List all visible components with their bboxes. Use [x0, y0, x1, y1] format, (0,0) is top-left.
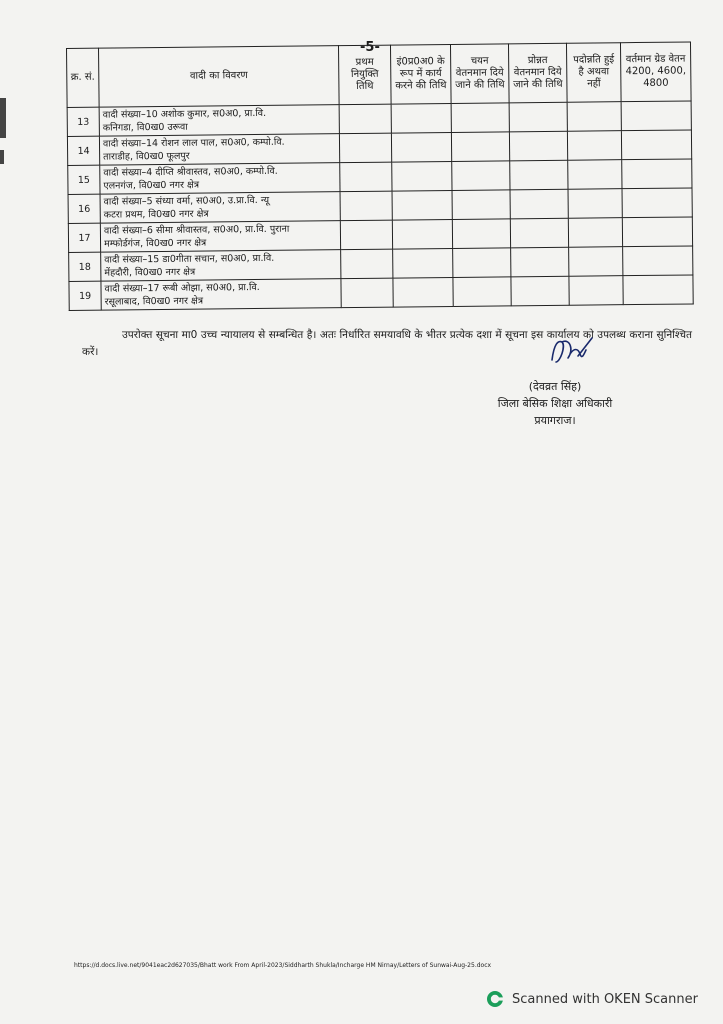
row-description	[100, 221, 340, 253]
row-sn: 15	[68, 165, 100, 194]
table-header-row	[67, 42, 692, 108]
row-sn: 19	[69, 281, 101, 310]
empty-cell	[568, 189, 622, 219]
officer-block	[480, 378, 630, 429]
row-description	[99, 105, 339, 137]
empty-cell	[511, 247, 569, 277]
empty-cell	[510, 189, 568, 219]
empty-cell	[511, 276, 569, 306]
empty-cell	[340, 220, 392, 250]
header-plaintiff: वादी का विवरण	[99, 46, 340, 108]
row-line2: मेंहदौरी, वि0ख0 नगर क्षेत्र	[104, 266, 196, 279]
header-first-appointment: प्रथम नियुक्ति तिथि	[338, 45, 391, 105]
scanner-logo-icon	[486, 990, 504, 1008]
empty-cell	[567, 102, 621, 132]
empty-cell	[622, 159, 692, 189]
empty-cell	[392, 219, 452, 249]
row-line2: मम्फोर्डगंज, वि0ख0 नगर क्षेत्र	[103, 237, 207, 250]
empty-cell	[452, 190, 510, 220]
empty-cell	[341, 278, 393, 308]
scanner-label: Scanned with OKEN Scanner	[512, 991, 698, 1007]
row-sn: 16	[68, 194, 100, 223]
header-incharge-hm: इं0प्र0अ0 के रूप में कार्य करने की तिथि	[390, 44, 451, 104]
empty-cell	[453, 277, 511, 307]
row-line1: वादी संख्या–5 संध्या वर्मा, स0अ0, उ.प्रा.वि. न्यू	[103, 194, 270, 208]
plaintiff-table	[66, 41, 694, 311]
row-sn: 13	[67, 107, 99, 136]
row-line1: वादी संख्या–15 डा0गीता सचान, स0अ0, प्रा.वि.	[104, 252, 275, 266]
empty-cell	[622, 217, 692, 247]
empty-cell	[509, 131, 567, 161]
header-current-grade: वर्तमान ग्रेड वेतन 4200, 4600, 4800	[620, 42, 691, 102]
empty-cell	[452, 161, 510, 191]
empty-cell	[339, 104, 391, 134]
row-line1: वादी संख्या–4 दीप्ति श्रीवास्तव, स0अ0, कम्पो.वि.	[103, 165, 278, 179]
officer-name: (देवव्रत सिंह)	[528, 380, 582, 393]
empty-cell	[392, 190, 452, 220]
row-description	[100, 192, 340, 224]
row-sn: 18	[69, 252, 101, 281]
empty-cell	[621, 130, 691, 160]
empty-cell	[340, 162, 392, 192]
empty-cell	[392, 161, 452, 191]
empty-cell	[453, 248, 511, 278]
row-description	[101, 250, 341, 282]
empty-cell	[569, 276, 623, 306]
empty-cell	[393, 248, 453, 278]
empty-cell	[623, 246, 693, 276]
officer-designation: जिला बेसिक शिक्षा अधिकारी	[497, 397, 613, 410]
row-line2: एलनगंज, वि0ख0 नगर क्षेत्र	[103, 179, 200, 192]
row-line2: रसूलाबाद, वि0ख0 नगर क्षेत्र	[104, 295, 204, 308]
scan-edge-mark	[0, 150, 4, 164]
instruction-note: उपरोक्त सूचना मा0 उच्च न्यायालय से सम्बन्धित है। अतः निर्धारित समयावधि के भीतर प्रत्येक दशा में सूचना इस कार्यालय को उपलब्ध कराना सुनिश्चित करें।	[82, 328, 692, 358]
row-line1: वादी संख्या–6 सीमा श्रीवास्तव, स0अ0, प्रा.वि. पुराना	[103, 223, 290, 237]
empty-cell	[393, 277, 453, 307]
empty-cell	[568, 160, 622, 190]
row-sn: 14	[67, 136, 99, 165]
scanner-watermark	[486, 990, 698, 1008]
empty-cell	[391, 132, 451, 162]
empty-cell	[623, 275, 693, 305]
row-description	[101, 279, 341, 311]
empty-cell	[510, 218, 568, 248]
row-line2: कनिगडा, वि0ख0 उरूवा	[102, 121, 188, 134]
header-selection-pay: चयन वेतनमान दिये जाने की तिथि	[450, 44, 509, 104]
row-line1: वादी संख्या–14 रोशन लाल पाल, स0अ0, कम्पो.वि.	[102, 136, 285, 150]
table-row	[69, 275, 693, 311]
empty-cell	[391, 103, 451, 133]
scan-edge-mark	[0, 98, 6, 138]
signature-icon	[548, 334, 596, 368]
empty-cell	[452, 219, 510, 249]
empty-cell	[451, 103, 509, 133]
empty-cell	[451, 132, 509, 162]
empty-cell	[340, 191, 392, 221]
empty-cell	[569, 247, 623, 277]
empty-cell	[341, 249, 393, 279]
empty-cell	[622, 188, 692, 218]
header-promotion-pay: प्रोन्नत वेतनमान दिये जाने की तिथि	[508, 43, 567, 103]
officer-place: प्रयागराज।	[534, 414, 576, 427]
row-line2: कटरा प्रथम, वि0ख0 नगर क्षेत्र	[103, 208, 209, 221]
page-number: -5-	[360, 40, 380, 55]
empty-cell	[339, 133, 391, 163]
header-promotion-status: पदोन्नति हुई है अथवा नहीं	[566, 43, 621, 103]
row-description	[100, 163, 340, 195]
empty-cell	[510, 160, 568, 190]
empty-cell	[621, 101, 691, 131]
row-line1: वादी संख्या–10 अशोक कुमार, स0अ0, प्रा.वि.	[102, 107, 267, 121]
row-description	[99, 134, 339, 166]
empty-cell	[568, 218, 622, 248]
row-line2: ताराडीह, वि0ख0 फूलपुर	[103, 150, 190, 163]
document-path: https://d.docs.live.net/9041eac2d627035/Bhatt work From April-2023/Siddharth Shukla/Incharge HM Nirnay/Letters of Sunwai-Aug-25.docx	[74, 962, 492, 969]
header-sn: क्र. सं.	[67, 48, 100, 107]
row-line1: वादी संख्या–17 रूबी ओझा, स0अ0, प्रा.वि.	[104, 281, 260, 295]
empty-cell	[509, 102, 567, 132]
row-sn: 17	[68, 223, 100, 252]
empty-cell	[567, 131, 621, 161]
